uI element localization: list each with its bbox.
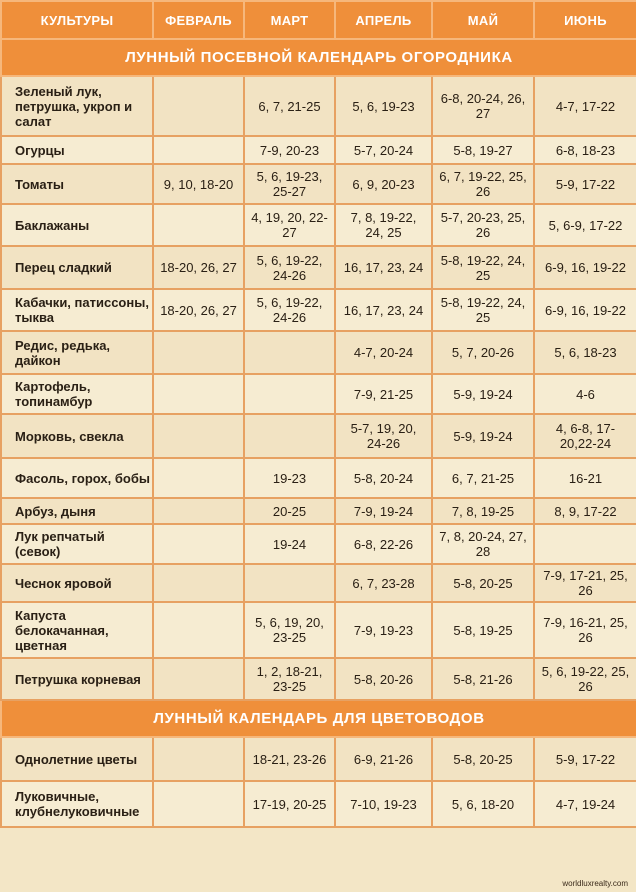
date-cell-jun: 4-7, 19-24 <box>534 781 636 827</box>
date-cell-apr: 5-7, 20-24 <box>335 136 432 164</box>
crop-name-cell: Фасоль, горох, бобы <box>1 458 153 498</box>
date-cell-feb: 18-20, 26, 27 <box>153 246 244 289</box>
date-cell-feb <box>153 374 244 414</box>
crop-row <box>1 76 636 136</box>
date-cell-jun: 6-9, 16, 19-22 <box>534 289 636 331</box>
date-cell-apr: 6, 7, 23-28 <box>335 564 432 602</box>
header-row <box>1 1 636 39</box>
date-cell-feb <box>153 524 244 564</box>
date-cell-apr: 5, 6, 19-23 <box>335 76 432 136</box>
section-title: ЛУННЫЙ ПОСЕВНОЙ КАЛЕНДАРЬ ОГОРОДНИКА <box>1 39 636 76</box>
date-cell-apr: 5-7, 19, 20, 24-26 <box>335 414 432 458</box>
date-cell-mar: 7-9, 20-23 <box>244 136 335 164</box>
date-cell-apr: 4-7, 20-24 <box>335 331 432 374</box>
date-cell-jun: 5, 6, 18-23 <box>534 331 636 374</box>
calendar-body <box>1 39 636 827</box>
date-cell-jun <box>534 524 636 564</box>
date-cell-feb <box>153 458 244 498</box>
date-cell-jun: 16-21 <box>534 458 636 498</box>
date-cell-apr: 5-8, 20-24 <box>335 458 432 498</box>
date-cell-feb <box>153 204 244 246</box>
crop-row <box>1 781 636 827</box>
date-cell-may: 7, 8, 19-25 <box>432 498 534 524</box>
crop-name-cell: Томаты <box>1 164 153 204</box>
crop-name-cell: Картофель, топинамбур <box>1 374 153 414</box>
crop-row <box>1 289 636 331</box>
date-cell-jun: 7-9, 17-21, 25, 26 <box>534 564 636 602</box>
crop-name-cell: Чеснок яровой <box>1 564 153 602</box>
header-march: МАРТ <box>244 1 335 39</box>
date-cell-mar: 4, 19, 20, 22-27 <box>244 204 335 246</box>
date-cell-mar: 1, 2, 18-21, 23-25 <box>244 658 335 700</box>
crop-row <box>1 204 636 246</box>
date-cell-mar <box>244 331 335 374</box>
date-cell-may: 5, 6, 18-20 <box>432 781 534 827</box>
crop-row <box>1 414 636 458</box>
date-cell-may: 7, 8, 20-24, 27, 28 <box>432 524 534 564</box>
crop-row <box>1 524 636 564</box>
date-cell-may: 5-9, 19-24 <box>432 414 534 458</box>
crop-row <box>1 458 636 498</box>
date-cell-may: 6-8, 20-24, 26, 27 <box>432 76 534 136</box>
date-cell-may: 5-8, 19-25 <box>432 602 534 658</box>
date-cell-jun: 8, 9, 17-22 <box>534 498 636 524</box>
date-cell-apr: 16, 17, 23, 24 <box>335 246 432 289</box>
date-cell-jun: 6-8, 18-23 <box>534 136 636 164</box>
header-february: ФЕВРАЛЬ <box>153 1 244 39</box>
date-cell-mar: 6, 7, 21-25 <box>244 76 335 136</box>
date-cell-feb: 18-20, 26, 27 <box>153 289 244 331</box>
header-april: АПРЕЛЬ <box>335 1 432 39</box>
crop-row <box>1 737 636 781</box>
date-cell-feb <box>153 76 244 136</box>
date-cell-apr: 6-9, 21-26 <box>335 737 432 781</box>
date-cell-jun: 4-7, 17-22 <box>534 76 636 136</box>
date-cell-may: 5-8, 20-25 <box>432 737 534 781</box>
crop-row <box>1 658 636 700</box>
header-crops: КУЛЬТУРЫ <box>1 1 153 39</box>
date-cell-may: 5-7, 20-23, 25, 26 <box>432 204 534 246</box>
crop-name-cell: Капуста белокачанная, цветная <box>1 602 153 658</box>
date-cell-mar: 19-24 <box>244 524 335 564</box>
date-cell-jun: 6-9, 16, 19-22 <box>534 246 636 289</box>
crop-name-cell: Кабачки, патиссоны, тыква <box>1 289 153 331</box>
date-cell-may: 6, 7, 19-22, 25, 26 <box>432 164 534 204</box>
date-cell-apr: 7-9, 19-24 <box>335 498 432 524</box>
date-cell-mar <box>244 414 335 458</box>
crop-name-cell: Петрушка корневая <box>1 658 153 700</box>
date-cell-feb <box>153 414 244 458</box>
date-cell-apr: 5-8, 20-26 <box>335 658 432 700</box>
date-cell-may: 5-8, 19-27 <box>432 136 534 164</box>
date-cell-mar: 5, 6, 19, 20, 23-25 <box>244 602 335 658</box>
crop-name-cell: Луковичные, клубнелуковичные <box>1 781 153 827</box>
date-cell-may: 6, 7, 21-25 <box>432 458 534 498</box>
date-cell-apr: 6, 9, 20-23 <box>335 164 432 204</box>
date-cell-feb <box>153 498 244 524</box>
date-cell-may: 5, 7, 20-26 <box>432 331 534 374</box>
date-cell-mar: 18-21, 23-26 <box>244 737 335 781</box>
date-cell-mar: 20-25 <box>244 498 335 524</box>
date-cell-mar: 5, 6, 19-22, 24-26 <box>244 289 335 331</box>
date-cell-may: 5-8, 21-26 <box>432 658 534 700</box>
crop-name-cell: Морковь, свекла <box>1 414 153 458</box>
crop-row <box>1 564 636 602</box>
date-cell-apr: 7, 8, 19-22, 24, 25 <box>335 204 432 246</box>
date-cell-may: 5-8, 20-25 <box>432 564 534 602</box>
date-cell-feb <box>153 331 244 374</box>
date-cell-jun: 7-9, 16-21, 25, 26 <box>534 602 636 658</box>
crop-name-cell: Зеленый лук, петрушка, укроп и салат <box>1 76 153 136</box>
date-cell-may: 5-8, 19-22, 24, 25 <box>432 246 534 289</box>
date-cell-feb <box>153 781 244 827</box>
section-title-row <box>1 39 636 76</box>
date-cell-feb <box>153 602 244 658</box>
section-title-row <box>1 700 636 737</box>
date-cell-feb: 9, 10, 18-20 <box>153 164 244 204</box>
header-may: МАЙ <box>432 1 534 39</box>
date-cell-jun: 5-9, 17-22 <box>534 164 636 204</box>
crop-row <box>1 498 636 524</box>
crop-name-cell: Однолетние цветы <box>1 737 153 781</box>
crop-row <box>1 246 636 289</box>
crop-name-cell: Огурцы <box>1 136 153 164</box>
date-cell-mar: 5, 6, 19-23, 25-27 <box>244 164 335 204</box>
date-cell-mar: 19-23 <box>244 458 335 498</box>
date-cell-apr: 16, 17, 23, 24 <box>335 289 432 331</box>
date-cell-mar <box>244 564 335 602</box>
date-cell-apr: 6-8, 22-26 <box>335 524 432 564</box>
date-cell-feb <box>153 737 244 781</box>
crop-name-cell: Лук репчатый (севок) <box>1 524 153 564</box>
crop-name-cell: Редис, редька, дайкон <box>1 331 153 374</box>
watermark: worldluxrealty.com <box>562 879 628 888</box>
date-cell-apr: 7-10, 19-23 <box>335 781 432 827</box>
section-title: ЛУННЫЙ КАЛЕНДАРЬ ДЛЯ ЦВЕТОВОДОВ <box>1 700 636 737</box>
crop-row <box>1 164 636 204</box>
date-cell-may: 5-9, 19-24 <box>432 374 534 414</box>
crop-row <box>1 136 636 164</box>
crop-name-cell: Арбуз, дыня <box>1 498 153 524</box>
date-cell-feb <box>153 136 244 164</box>
date-cell-mar: 17-19, 20-25 <box>244 781 335 827</box>
date-cell-feb <box>153 564 244 602</box>
date-cell-jun: 5, 6, 19-22, 25, 26 <box>534 658 636 700</box>
date-cell-apr: 7-9, 21-25 <box>335 374 432 414</box>
date-cell-jun: 4, 6-8, 17-20,22-24 <box>534 414 636 458</box>
date-cell-jun: 5, 6-9, 17-22 <box>534 204 636 246</box>
crop-name-cell: Баклажаны <box>1 204 153 246</box>
header-june: ИЮНЬ <box>534 1 636 39</box>
crop-row <box>1 602 636 658</box>
date-cell-apr: 7-9, 19-23 <box>335 602 432 658</box>
date-cell-may: 5-8, 19-22, 24, 25 <box>432 289 534 331</box>
date-cell-mar: 5, 6, 19-22, 24-26 <box>244 246 335 289</box>
date-cell-feb <box>153 658 244 700</box>
date-cell-jun: 4-6 <box>534 374 636 414</box>
crop-name-cell: Перец сладкий <box>1 246 153 289</box>
crop-row <box>1 374 636 414</box>
date-cell-jun: 5-9, 17-22 <box>534 737 636 781</box>
crop-row <box>1 331 636 374</box>
date-cell-mar <box>244 374 335 414</box>
